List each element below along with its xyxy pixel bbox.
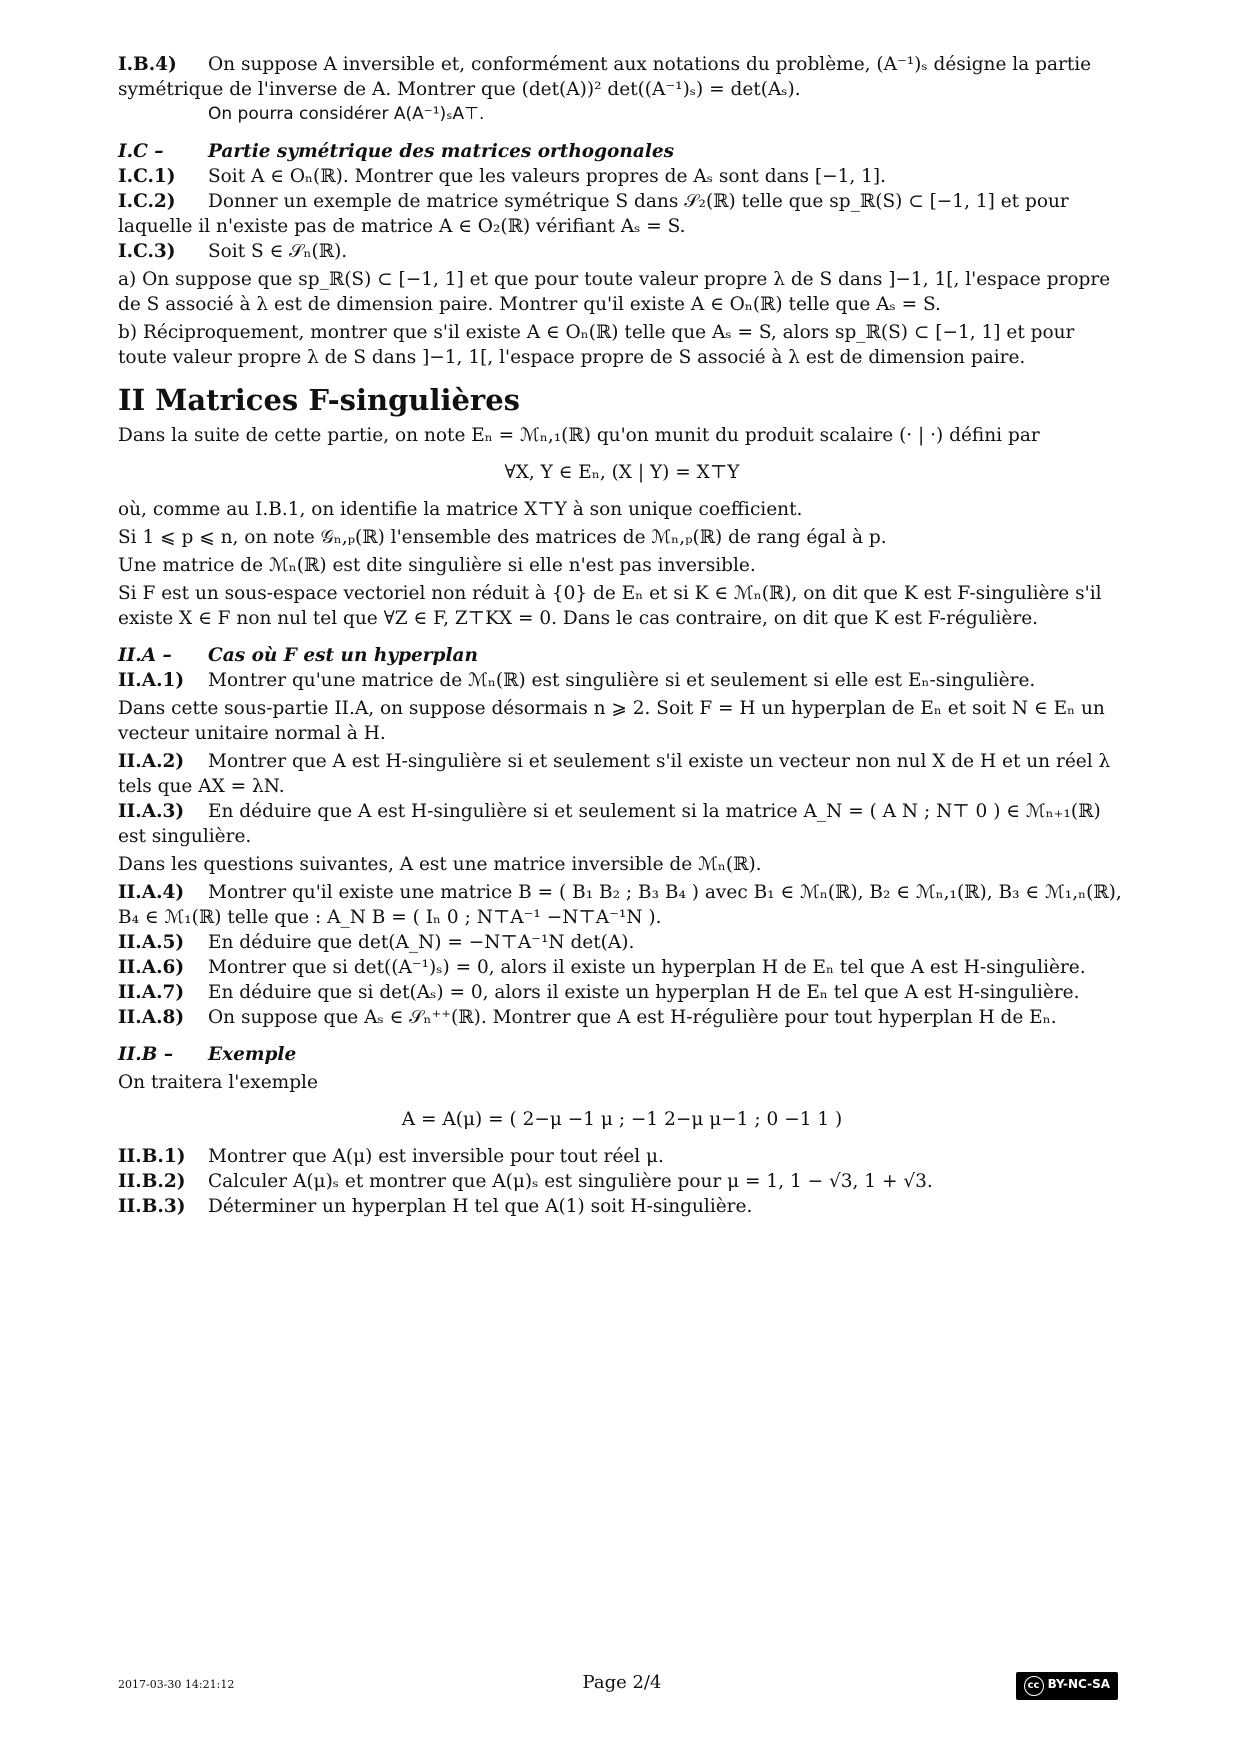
paragraph-a: a) On suppose que sp_ℝ(S) ⊂ [−1, 1] et que pour toute valeur propre λ de S dans ]−1, 1[, l'espace propre de S associé à λ est de dimension paire. Montrer qu'il existe A ∈ Oₙ(ℝ) telle que Aₛ = S. xyxy=(118,269,1111,315)
question-II-A-1 xyxy=(118,668,1126,693)
section-title: Partie symétrique des matrices orthogonales xyxy=(208,141,675,162)
paragraph: où, comme au I.B.1, on identifie la matrice X⊤Y à son unique coefficient. xyxy=(118,499,803,520)
question-II-B-3 xyxy=(118,1194,1126,1219)
question-label: II.B.1) xyxy=(118,1146,186,1167)
page-number: Page 2/4 xyxy=(582,1672,662,1693)
question-II-A-6 xyxy=(118,955,1126,980)
license-text: BY-NC-SA xyxy=(1047,1677,1110,1691)
part-title: II Matrices F-singulières xyxy=(118,383,520,417)
question-label: II.A.4) xyxy=(118,882,185,903)
question-II-A-7 xyxy=(118,980,1126,1005)
timestamp: 2017-03-30 14:21:12 xyxy=(118,1678,235,1691)
paragraph-b: b) Réciproquement, montrer que s'il existe A ∈ Oₙ(ℝ) telle que Aₛ = S, alors sp_ℝ(S) ⊂ [−1, 1] et pour toute valeur propre λ de S dans ]−1, 1[, l'espace propre de S associé à λ est de dimension paire. xyxy=(118,322,1075,368)
question-label: II.B.2) xyxy=(118,1171,186,1192)
question-I-C-2 xyxy=(118,189,1126,239)
section-heading-II-B xyxy=(118,1042,1126,1067)
question-label: II.A.2) xyxy=(118,751,185,772)
question-II-A-3 xyxy=(118,799,1126,849)
hint: On pourra considérer A(A⁻¹)ₛA⊤. xyxy=(208,104,485,124)
question-text: Calculer A(μ)ₛ et montrer que A(μ)ₛ est singulière pour μ = 1, 1 − √3, 1 + √3. xyxy=(208,1171,933,1192)
question-text: En déduire que A est H-singulière si et seulement si la matrice A_N = ( A N ; N⊤ 0 ) ∈ ℳₙ₊₁(ℝ) est singulière. xyxy=(118,801,1101,847)
license-badge[interactable] xyxy=(1016,1672,1118,1700)
question-I-B-4 xyxy=(118,52,1126,102)
paragraph: Dans la suite de cette partie, on note Eₙ = ℳₙ,₁(ℝ) qu'on munit du produit scalaire (· | ·) défini par xyxy=(118,425,1040,446)
paragraph: Si F est un sous-espace vectoriel non réduit à {0} de Eₙ et si K ∈ ℳₙ(ℝ), on dit que K est F-singulière s'il existe X ∈ F non nul tel que ∀Z ∈ F, Z⊤KX = 0. Dans le cas contraire, on dit que K est F-régulière. xyxy=(118,583,1102,629)
paragraph: Une matrice de ℳₙ(ℝ) est dite singulière si elle n'est pas inversible. xyxy=(118,555,756,576)
question-label: I.B.4) xyxy=(118,54,177,75)
paragraph: Dans les questions suivantes, A est une matrice inversible de ℳₙ(ℝ). xyxy=(118,854,762,875)
question-text: Soit A ∈ Oₙ(ℝ). Montrer que les valeurs propres de Aₛ sont dans [−1, 1]. xyxy=(208,166,886,187)
question-I-C-1 xyxy=(118,164,1126,189)
section-heading-I-C xyxy=(118,139,1126,164)
paragraph: Si 1 ⩽ p ⩽ n, on note 𝒢ₙ,ₚ(ℝ) l'ensemble des matrices de ℳₙ,ₚ(ℝ) de rang égal à p. xyxy=(118,527,887,548)
section-label: II.A – xyxy=(118,645,172,666)
question-I-C-3 xyxy=(118,239,1126,264)
question-label: II.A.8) xyxy=(118,1007,185,1028)
question-label: I.C.2) xyxy=(118,191,176,212)
paragraph: On traitera l'exemple xyxy=(118,1072,318,1093)
question-II-B-1 xyxy=(118,1144,1126,1169)
question-label: II.A.6) xyxy=(118,957,185,978)
display-equation: ∀X, Y ∈ Eₙ, (X | Y) = X⊤Y xyxy=(504,462,740,483)
section-heading-II-A xyxy=(118,643,1126,668)
display-matrix: A = A(μ) = ( 2−μ −1 μ ; −1 2−μ μ−1 ; 0 −1 1 ) xyxy=(401,1109,843,1130)
question-label: II.A.5) xyxy=(118,932,185,953)
question-text: Montrer que A est H-singulière si et seulement s'il existe un vecteur non nul X de H et un réel λ tels que AX = λN. xyxy=(118,751,1111,797)
cc-icon: cc xyxy=(1024,1676,1044,1696)
question-II-A-5 xyxy=(118,930,1126,955)
page-footer xyxy=(118,1672,1126,1702)
question-label: II.B.3) xyxy=(118,1196,186,1217)
question-text: Montrer que A(μ) est inversible pour tout réel μ. xyxy=(208,1146,664,1167)
question-text: On suppose A inversible et, conformément aux notations du problème, (A⁻¹)ₛ désigne la partie symétrique de l'inverse de A. Montrer que (det(A))² det((A⁻¹)ₛ) = det(Aₛ). xyxy=(118,54,1092,100)
section-label: I.C – xyxy=(118,141,164,162)
section-title: Cas où F est un hyperplan xyxy=(208,645,478,666)
question-label: I.C.3) xyxy=(118,241,176,262)
question-text: En déduire que si det(Aₛ) = 0, alors il existe un hyperplan H de Eₙ tel que A est H-singulière. xyxy=(208,982,1080,1003)
question-II-A-2 xyxy=(118,749,1126,799)
question-label: II.A.7) xyxy=(118,982,185,1003)
question-text: Montrer qu'une matrice de ℳₙ(ℝ) est singulière si et seulement si elle est Eₙ-singulière. xyxy=(208,670,1036,691)
question-text: En déduire que det(A_N) = −N⊤A⁻¹N det(A). xyxy=(208,932,635,953)
document-body xyxy=(118,52,1126,1219)
question-label: II.A.3) xyxy=(118,801,185,822)
question-II-A-8 xyxy=(118,1005,1126,1030)
paragraph: Dans cette sous-partie II.A, on suppose désormais n ⩾ 2. Soit F = H un hyperplan de Eₙ et soit N ∈ Eₙ un vecteur unitaire normal à H. xyxy=(118,698,1105,744)
question-II-A-4 xyxy=(118,880,1126,930)
question-text: Montrer qu'il existe une matrice B = ( B₁ B₂ ; B₃ B₄ ) avec B₁ ∈ ℳₙ(ℝ), B₂ ∈ ℳₙ,₁(ℝ), B₃ ∈ ℳ₁,ₙ(ℝ), B₄ ∈ ℳ₁(ℝ) telle que : A_N B = ( Iₙ 0 ; N⊤A⁻¹ −N⊤A⁻¹N ). xyxy=(118,882,1122,928)
question-text: On suppose que Aₛ ∈ 𝒮ₙ⁺⁺(ℝ). Montrer que A est H-régulière pour tout hyperplan H de Eₙ. xyxy=(208,1007,1057,1028)
question-label: I.C.1) xyxy=(118,166,176,187)
question-text: Déterminer un hyperplan H tel que A(1) soit H-singulière. xyxy=(208,1196,753,1217)
question-text: Montrer que si det((A⁻¹)ₛ) = 0, alors il existe un hyperplan H de Eₙ tel que A est H-singulière. xyxy=(208,957,1086,978)
question-text: Soit S ∈ 𝒮ₙ(ℝ). xyxy=(208,241,348,262)
question-label: II.A.1) xyxy=(118,670,185,691)
question-text: Donner un exemple de matrice symétrique S dans 𝒮₂(ℝ) telle que sp_ℝ(S) ⊂ [−1, 1] et pour laquelle il n'existe pas de matrice A ∈ O₂(ℝ) vérifiant Aₛ = S. xyxy=(118,191,1069,237)
question-II-B-2 xyxy=(118,1169,1126,1194)
section-label: II.B – xyxy=(118,1044,174,1065)
section-title: Exemple xyxy=(208,1044,297,1065)
